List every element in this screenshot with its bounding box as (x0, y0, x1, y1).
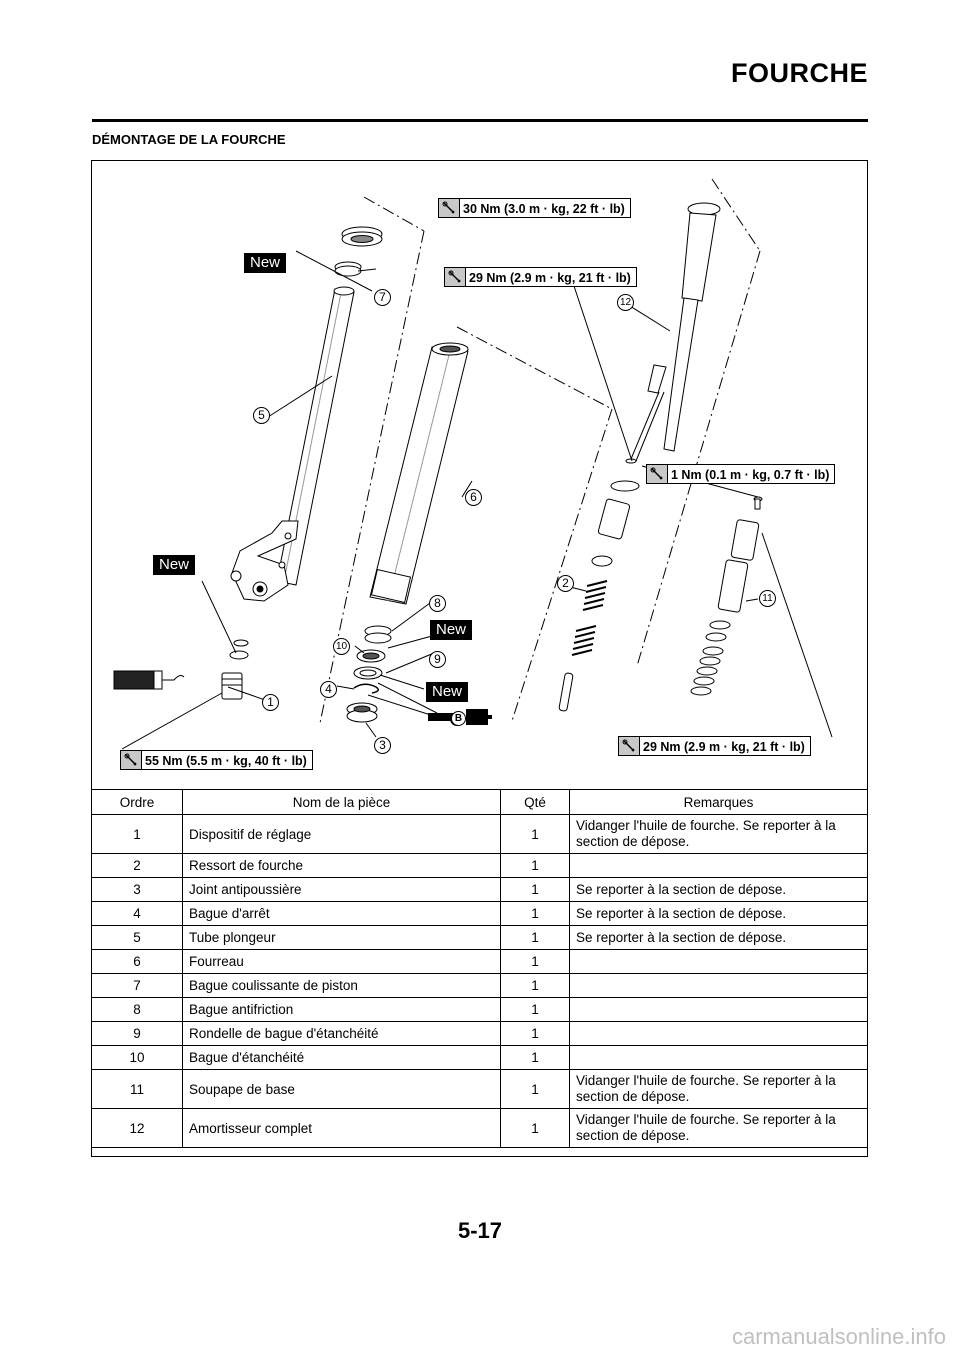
new-part-badge: New (244, 253, 286, 273)
table-row: 2 Ressort de fourche 1 (92, 854, 868, 878)
table-row: 5 Tube plongeur 1 Se reporter à la section de dépose. (92, 926, 868, 950)
torque-value: 1 Nm (0.1 m · kg, 0.7 ft · lb) (671, 468, 830, 482)
callout-4: 4 (320, 681, 337, 698)
new-part-badge: New (430, 620, 472, 640)
torque-spec-bleed-screw (646, 464, 835, 484)
torque-wrench-icon (445, 268, 466, 286)
table-row: 10 Bague d'étanchéité 1 (92, 1046, 868, 1070)
new-part-badge: New (426, 682, 468, 702)
parts-table (91, 789, 868, 1148)
column-header-remarks: Remarques (570, 790, 868, 815)
stopper-ring-shape (354, 684, 378, 693)
fork-spring-shape (572, 581, 607, 655)
torque-value: 29 Nm (2.9 m · kg, 21 ft · lb) (643, 740, 805, 754)
guide-line (712, 179, 760, 251)
callout-6: 6 (465, 489, 482, 506)
callout-9: 9 (429, 651, 446, 668)
new-part-badge: New (153, 555, 195, 575)
callout-5: 5 (253, 407, 270, 424)
grease-b-symbol: B (451, 711, 466, 726)
callout-1: 1 (262, 694, 279, 711)
leader-line (337, 686, 354, 689)
callout-10: 10 (333, 638, 350, 655)
table-row: 11 Soupape de base 1 Vidanger l'huile de fourche. Se reporter à la section de dépose. (92, 1070, 868, 1109)
table-row: 1 Dispositif de réglage 1 Vidanger l'huile de fourche. Se reporter à la section de dépose. (92, 815, 868, 854)
watermark: carmanualsonline.info (731, 1324, 946, 1349)
leader-line (366, 723, 376, 737)
leader-line (355, 646, 364, 653)
section-title: DÉMONTAGE DE LA FOURCHE (92, 132, 286, 147)
torque-wrench-icon (647, 465, 668, 483)
callout-2: 2 (557, 575, 574, 592)
leader-line (392, 603, 430, 631)
callout-3: 3 (374, 737, 391, 754)
leader-line (386, 653, 434, 673)
torque-spec-base-valve (618, 736, 811, 756)
table-row: 8 Bague antifriction 1 (92, 998, 868, 1022)
torque-spec-damper-cap (438, 198, 631, 218)
base-valve-shape (731, 519, 759, 560)
torque-wrench-icon (619, 737, 640, 755)
torque-value: 55 Nm (5.5 m · kg, 40 ft · lb) (145, 754, 307, 768)
torque-spec-adjuster (120, 750, 313, 770)
guide-line (457, 327, 612, 409)
damper-rod-shape (682, 213, 716, 301)
leader-line (122, 693, 222, 749)
table-row: 7 Bague coulissante de piston 1 (92, 974, 868, 998)
adjuster-shape (222, 673, 242, 699)
column-header-qty: Qté (501, 790, 570, 815)
torque-wrench-icon (439, 199, 460, 217)
torque-value: 29 Nm (2.9 m · kg, 21 ft · lb) (469, 271, 631, 285)
guide-line (364, 197, 424, 231)
table-row: 3 Joint antipoussière 1 Se reporter à la section de dépose. (92, 878, 868, 902)
table-row: 6 Fourreau 1 (92, 950, 868, 974)
leader-line (202, 581, 236, 653)
leader-line (388, 636, 432, 648)
table-row: 4 Bague d'arrêt 1 Se reporter à la section de dépose. (92, 902, 868, 926)
page-title: FOURCHE (731, 58, 868, 88)
table-row: 12 Amortisseur complet 1 Vidanger l'huile de fourche. Se reporter à la section de dépose. (92, 1109, 868, 1148)
torque-wrench-icon (121, 751, 142, 769)
column-header-order: Ordre (92, 790, 183, 815)
column-header-name: Nom de la pièce (183, 790, 501, 815)
callout-7: 7 (374, 289, 391, 306)
header-rule (92, 119, 868, 122)
special-tool-shape (114, 671, 158, 689)
guide-line (637, 251, 760, 666)
torque-spec-damper-lock (444, 267, 637, 287)
callout-12: 12 (617, 294, 634, 311)
table-row: 9 Rondelle de bague d'étanchéité 1 (92, 1022, 868, 1046)
rebound-spring-seat-shape (598, 499, 630, 540)
table-header-row (92, 790, 868, 815)
callout-8: 8 (429, 595, 446, 612)
page-number: 5-17 (457, 1218, 503, 1243)
shim-stack-shape (691, 621, 730, 695)
torque-value: 30 Nm (3.0 m · kg, 22 ft · lb) (463, 202, 625, 216)
leader-line (762, 533, 832, 737)
callout-11: 11 (759, 590, 776, 607)
leader-line (746, 599, 758, 601)
